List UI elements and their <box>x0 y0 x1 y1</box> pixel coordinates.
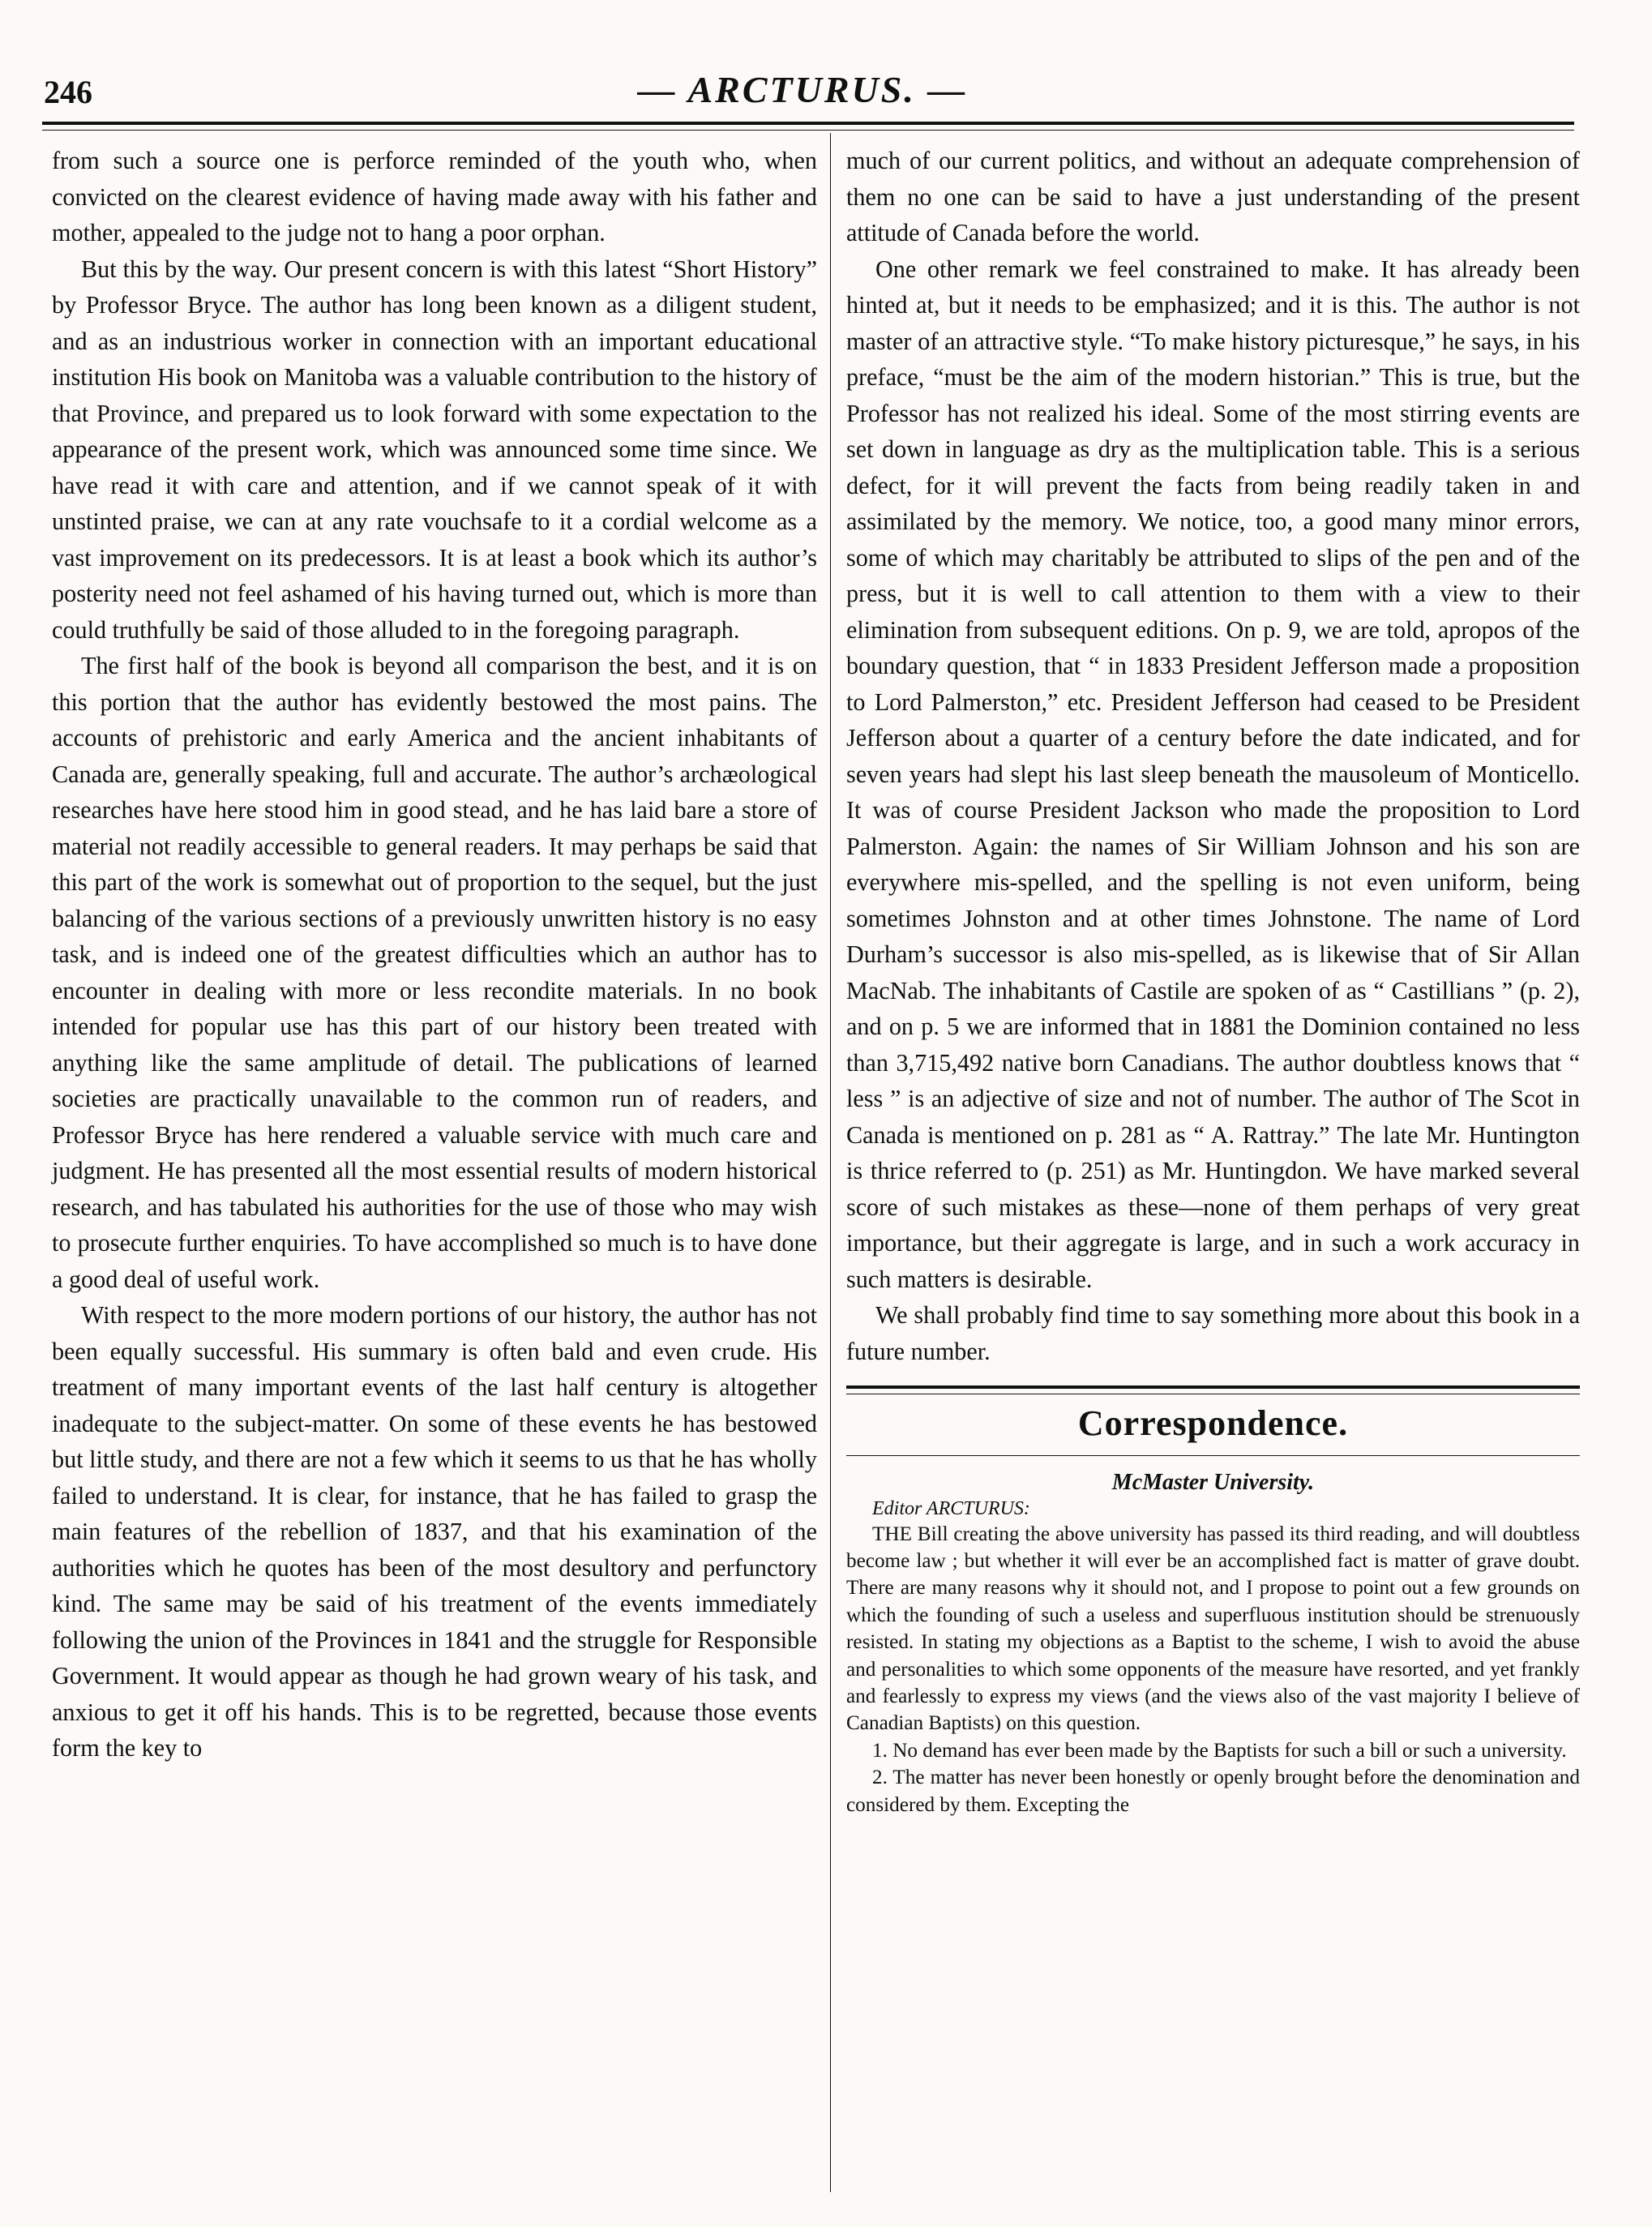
column-divider <box>830 133 831 2192</box>
section-rule-thick <box>846 1385 1580 1389</box>
paragraph: The first half of the book is beyond all comparison the best, and it is on this portion that the author has evidently bestowed the most pains. The accounts of prehistoric and early America and the ancient inhabitants of Canada are, generally speaking, full and accurate. The author’s archæological researches have here stood him in good stead, and he has laid bare a store of material not readily accessible to general readers. It may perhaps be said that this part of the work is somewhat out of proportion to the sequel, but the just balancing of the various sections of a previously unwritten history is no easy task, and is indeed one of the greatest difficulties which an author has to encounter in dealing with more or less recondite materials. In no book intended for popular use has this part of our history been treated with anything like the same amplitude of detail. The publications of learned societies are practically unavailable to the common run of readers, and Professor Bryce has here rendered a valuable service with much care and judgment. He has presented all the most essential results of modern historical research, and has tabulated his authorities for the use of those who may wish to prosecute further enquiries. To have accomplished so much is to have done a good deal of useful work. <box>52 652 817 1293</box>
letter-paragraph: THE Bill creating the above university has passed its third reading, and will doubtless become law ; but whether it will ever be an accomplished fact is matter of grave doubt. There are many reasons why it should not, and I propose to point out a few grounds on which the founding of such a useless and superfluous institution should be strenuously resisted. In stating my objections as a Baptist to the scheme, I wish to avoid the abuse and personalities to which some opponents of the measure have resorted, and yet frankly and fearlessly to express my views (and the views also of the vast majority I believe of Canadian Baptists) on this question. <box>846 1522 1580 1735</box>
letter-paragraph: 2. The matter has never been honestly or openly brought before the denomination and considered by them. Excepting the <box>846 1767 1580 1816</box>
right-column <box>846 143 1580 1818</box>
paragraph: much of our current politics, and without an adequate comprehension of them no one can be said to have a just understanding of the present attitude of Canada before the world. <box>846 147 1580 246</box>
header-rule-thick <box>42 122 1574 125</box>
letter-title: McMaster University. <box>1111 1469 1315 1495</box>
letter-paragraph: 1. No demand has ever been made by the Baptists for such a bill or such a university. <box>872 1739 1567 1762</box>
left-column <box>52 143 817 1767</box>
paragraph: from such a source one is perforce reminded of the youth who, when convicted on the clearest evidence of having made away with his father and mother, appealed to the judge not to hang a poor orphan. <box>52 147 817 246</box>
correspondence-heading: Correspondence. <box>1077 1403 1349 1443</box>
paragraph: We shall probably find time to say something more about this book in a future number. <box>846 1301 1580 1365</box>
header-rule-thin <box>42 130 1574 131</box>
paragraph: One other remark we feel constrained to make. It has already been hinted at, but it needs to be emphasized; and it is this. The author is not master of an attractive style. “To make history picturesque,” he says, in his preface, “must be the aim of the modern historian.” This is true, but the Professor has not realized his ideal. Some of the most stirring events are set down in language as dry as the multiplication table. This is a serious defect, for it will prevent the facts from being readily taken in and assimilated by the memory. We notice, too, a good many minor errors, some of which may charitably be attributed to slips of the pen and of the press, but it is well to call attention to them with a view to their elimination from subsequent editions. On p. 9, we are told, apropos of the boundary question, that “ in 1833 President Jefferson made a proposition to Lord Palmerston,” etc. President Jefferson had ceased to be President Jefferson about a quarter of a century before the date indicated, and for seven years had slept his last sleep beneath the mausoleum of Monticello. It was of course President Jackson who made the proposition to Lord Palmerston. Again: the names of Sir William Johnson and his son are everywhere mis-spelled, and the spelling is not even uniform, being sometimes Johnston and at other times Johnstone. The name of Lord Durham’s successor is also mis-spelled, as is likewise that of Sir Allan MacNab. The inhabitants of Castile are spoken of as “ Castillians ” (p. 2), and on p. 5 we are informed that in 1881 the Dominion contained no less than 3,715,492 native born Canadians. The author doubtless knows that “ less ” is an adjective of size and not of number. The author of The Scot in Canada is mentioned on p. 281 as “ A. Rattray.” The late Mr. Huntington is thrice referred to (p. 251) as Mr. Huntingdon. We have marked several score of such mistakes as these—none of them perhaps of very great importance, but their aggregate is large, and in such a work accuracy in such matters is desirable. <box>846 255 1580 1293</box>
running-title: — ARCTURUS. — <box>637 69 968 110</box>
paragraph: But this by the way. Our present concern is with this latest “Short History” by Professor Bryce. The author has long been known as a diligent student, and as an industrious worker in connection with an important educational institution His book on Manitoba was a valuable contribution to the history of that Province, and prepared us to look forward with some expectation to the appearance of the present work, which was announced some time since. We have read it with care and attention, and if we cannot speak of it with unstinted praise, we can at any rate vouchsafe to it a cordial welcome as a vast improvement on its predecessors. It is at least a book which its author’s posterity need not feel ashamed of his having turned out, which is more than could truthfully be said of those alluded to in the foregoing paragraph. <box>52 255 817 644</box>
page-number: 246 <box>44 74 92 110</box>
correspondence-letter <box>846 1469 1580 1818</box>
section-rule-under-heading <box>846 1455 1580 1456</box>
page-header <box>32 57 1573 122</box>
letter-salutation: Editor ARCTURUS: <box>872 1497 1030 1519</box>
paragraph: With respect to the more modern portions of our history, the author has not been equally successful. His summary is often bald and even crude. His treatment of many important events of the last half century is altogether inadequate to the subject-matter. On some of these events he has bestowed but little study, and there are not a few which it seems to us that he has wholly failed to understand. It is clear, for instance, that he has failed to grasp the main features of the rebellion of 1837, and that his examination of the authorities which he quotes has been of the most desultory and perfunctory kind. The same may be said of his treatment of the events immediately following the union of the Provinces in 1841 and the struggle for Responsible Government. It would appear as though he had grown weary of his task, and anxious to get it off his hands. This is to be regretted, because those events form the key to <box>52 1301 817 1762</box>
